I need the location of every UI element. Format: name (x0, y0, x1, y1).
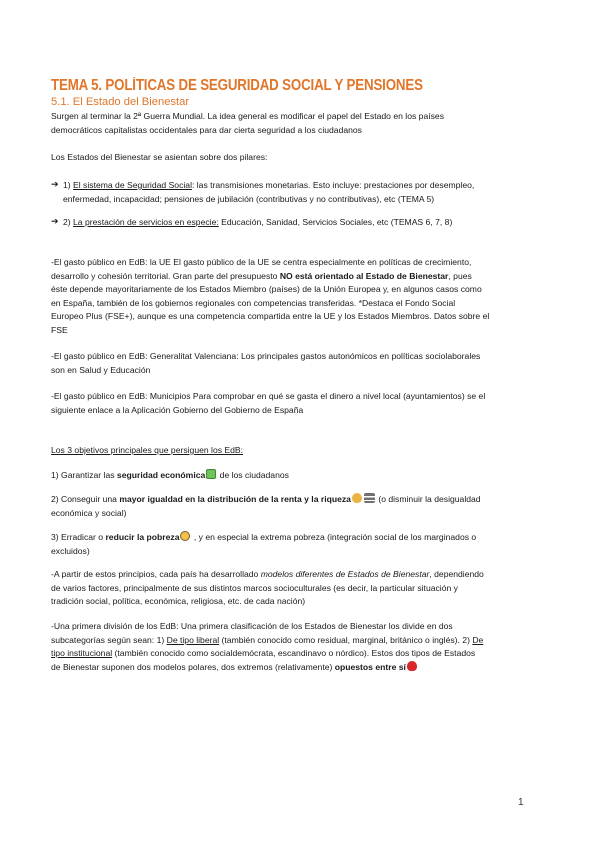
objetivo-item: 2) Conseguir una mayor igualdad en la distribución de la renta y la riqueza (o disminuir la desigualdad económica y social) (51, 494, 481, 518)
boxing-glove-icon (407, 661, 417, 671)
gasto-municipios-paragraph: -El gasto público en EdB: Municipios Para comprobar en qué se gasta el dinero a nivel local (ayuntamientos) se el siguiente enlace a la Aplicación Gobierno del Gobierno de España (51, 391, 486, 415)
gasto-gva-paragraph: -El gasto público en EdB: Generalitat Valenciana: Los principales gastos autonómicos en políticas sociolaborales son en Salud y Educación (51, 351, 481, 375)
pillars-intro: Los Estados del Bienestar se asientan sobre dos pilares: (51, 152, 268, 162)
objetivos-heading: Los 3 objetivos principales que persiguen los EdB: (51, 445, 244, 455)
pillar-item: 2) La prestación de servicios en especie: Educación, Sanidad, Servicios Sociales, etc (TEMAS 6, 7, 8) (63, 217, 453, 227)
money-icon (206, 469, 216, 479)
arrow-bullet-icon: ➔ (51, 216, 59, 226)
intro-paragraph (51, 110, 539, 137)
pillar-link[interactable]: La prestación de servicios en especie: (73, 217, 219, 227)
objetivo-item: 1) Garantizar las seguridad económica de los ciudadanos (51, 470, 289, 480)
pillar-item: 1) El sistema de Seguridad Social: las transmisiones monetarias. Esto incluye: prestaciones por desempleo, enfermedad, incapacidad; pensiones de jubilación (contributivas y no contributivas), etc (TEMA 5) (63, 180, 475, 204)
objetivo-item: 3) Erradicar o reducir la pobreza , y en especial la extrema pobreza (integración social de los marginados o excluidos) (51, 532, 477, 556)
pillar-link[interactable]: El sistema de Seguridad Social (73, 180, 192, 190)
arrow-bullet-icon: ➔ (51, 179, 59, 189)
intro-line: Surgen al terminar la 2ª Guerra Mundial. La idea general es modificar el papel del Estado en los países (51, 111, 444, 121)
equal-bars-icon (364, 493, 375, 503)
intro-line: democráticos capitalistas occidentales para dar cierta seguridad a los ciudadanos (51, 124, 362, 135)
modelos-paragraph: -A partir de estos principios, cada país ha desarrollado modelos diferentes de Estados de Bienestar, dependiendo de varios factores, principalmente de sus distintos marcos socioculturales (es decir, la particular situación y tradición social, política, económica, religiosa, etc. de cada nación) (51, 569, 484, 607)
face-icon (180, 531, 190, 541)
gasto-ue-paragraph: -El gasto público en EdB: la UE El gasto público de la UE se centra especialmente en políticas de crecimiento, desarrollo y cohesión territorial. Gran parte del presupuesto NO está orientado al Estado de Bienestar, pues éste depende mayoritariamente de los Estados Miembro (países) de la Unión Europea y, en algunos casos como en España, también de los gobiernos regionales con competencias transferidas. *Destaca el Fondo Social Europeo Plus (FSE+), aunque es una competencia compartida entre la UE y los Estados Miembros. Datos sobre el FSE (51, 257, 490, 335)
document-title: TEMA 5. POLÍTICAS DE SEGURIDAD SOCIAL Y PENSIONES (51, 77, 423, 94)
money-bag-icon (352, 493, 362, 503)
division-paragraph: -Una primera división de los EdB: Una primera clasificación de los Estados de Bienestar los divide en dos subcategorías según sean: 1) De tipo liberal (también conocido como residual, marginal, británico o inglés). 2) De tipo institucional (también conocido como socialdemócrata, escandinavo o nórdico). Estos dos tipos de Estados de Bienestar suponen dos modelos polares, dos extremos (relativamente) opuestos entre sí (51, 621, 484, 672)
section-subtitle: 5.1. El Estado del Bienestar (51, 96, 190, 108)
page-number: 1 (518, 797, 524, 808)
